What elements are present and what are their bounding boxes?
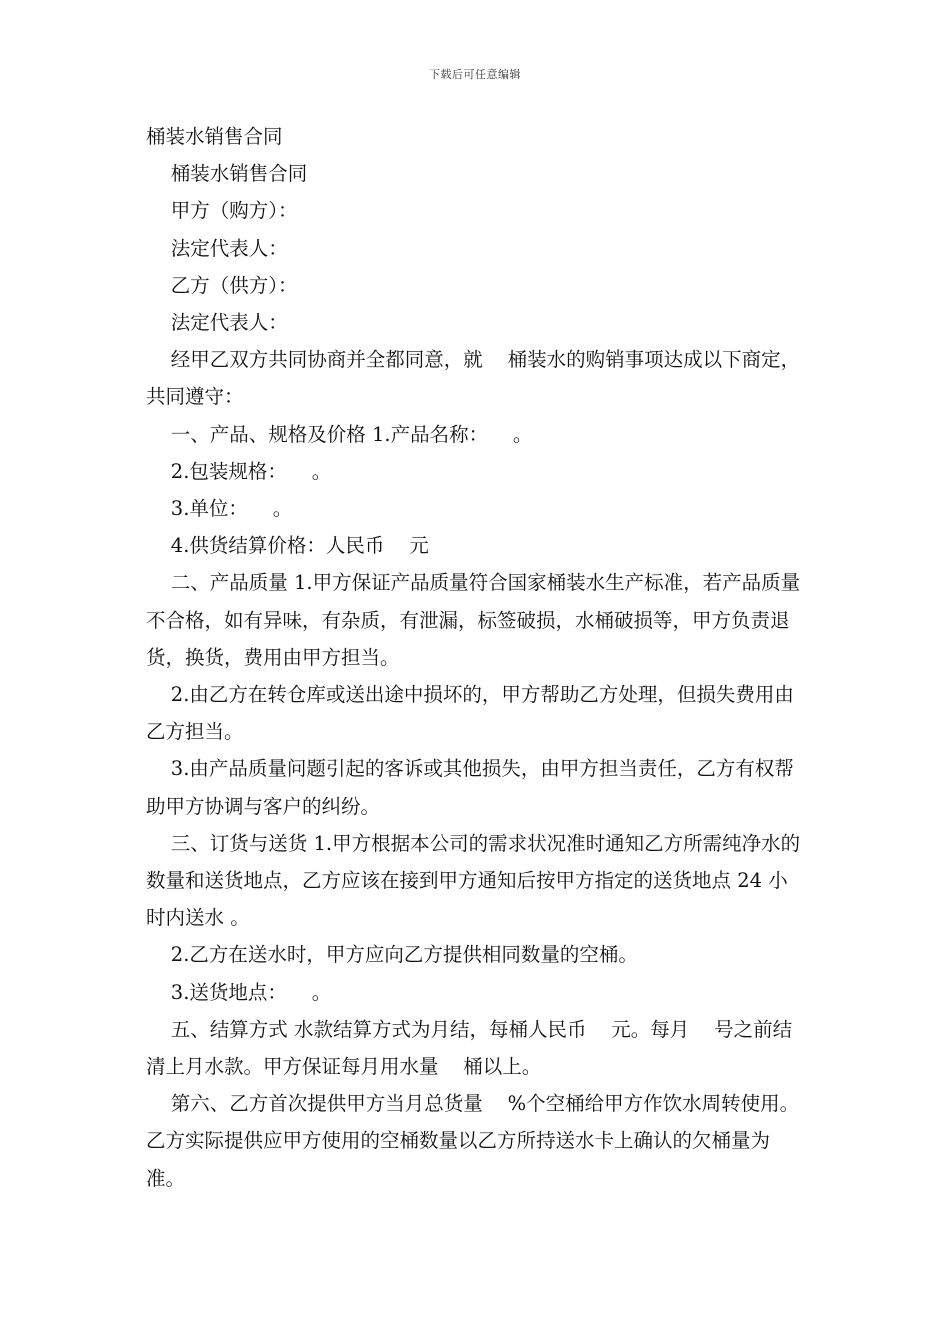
preamble-paragraph: 经甲乙双方共同协商并全都同意，就 桶装水的购销事项达成以下商定，共同遵守： bbox=[146, 348, 801, 409]
page-header: 下载后可任意编辑 bbox=[429, 68, 521, 81]
clause-packaging: 2.包装规格： 。 bbox=[146, 459, 332, 483]
contract-body bbox=[146, 118, 806, 1197]
clause-quality-3: 3.由产品质量问题引起的客诉或其他损失，由甲方担当责任，乙方有权帮助甲方协调与客户的纠纷。 bbox=[146, 757, 794, 818]
clause-unit: 3.单位： 。 bbox=[146, 497, 293, 521]
clause-settlement: 五、结算方式 水款结算方式为月结，每桶人民币 元。每月 号之前结清上月水款。甲方保证每月用水量 桶以上。 bbox=[146, 1017, 793, 1079]
clause-product-name: 一、产品、规格及价格 1.产品名称： 。 bbox=[146, 422, 533, 446]
clause-delivery-location: 3.送货地点： 。 bbox=[146, 980, 332, 1004]
party-a-field: 甲方（购方）： bbox=[146, 199, 298, 223]
clause-quality-2: 2.由乙方在转仓库或送出途中损坏的，甲方帮助乙方处理，但损失费用由乙方担当。 bbox=[146, 683, 794, 744]
party-b-field: 乙方（供方）： bbox=[146, 273, 298, 297]
clause-ordering-2: 2.乙方在送水时，甲方应向乙方提供相同数量的空桶。 bbox=[146, 943, 638, 967]
party-b-representative-field: 法定代表人： bbox=[146, 311, 288, 335]
clause-ordering-1: 三、订货与送货 1.甲方根据本公司的需求状况准时通知乙方所需纯净水的数量和送货地点，乙方应该在接到甲方通知后按甲方指定的送货地点 24 小时内送水 。 bbox=[146, 831, 801, 930]
document-title: 桶装水销售合同 bbox=[146, 125, 283, 148]
contract-title: 桶装水销售合同 bbox=[146, 162, 308, 186]
clause-quality-1: 二、产品质量 1.甲方保证产品质量符合国家桶装水生产标准，若产品质量不合格，如有异味，有杂质，有泄漏，标签破损，水桶破损等，甲方负责退货，换货，费用由甲方担当。 bbox=[146, 571, 801, 669]
clause-empty-buckets: 第六、乙方首次提供甲方当月总货量 %个空桶给甲方作饮水周转使用。乙方实际提供应甲方使用的空桶数量以乙方所持送水卡上确认的欠桶量为准。 bbox=[146, 1092, 800, 1190]
party-a-representative-field: 法定代表人： bbox=[146, 236, 288, 260]
clause-price: 4.供货结算价格：人民币 元 bbox=[146, 534, 429, 558]
